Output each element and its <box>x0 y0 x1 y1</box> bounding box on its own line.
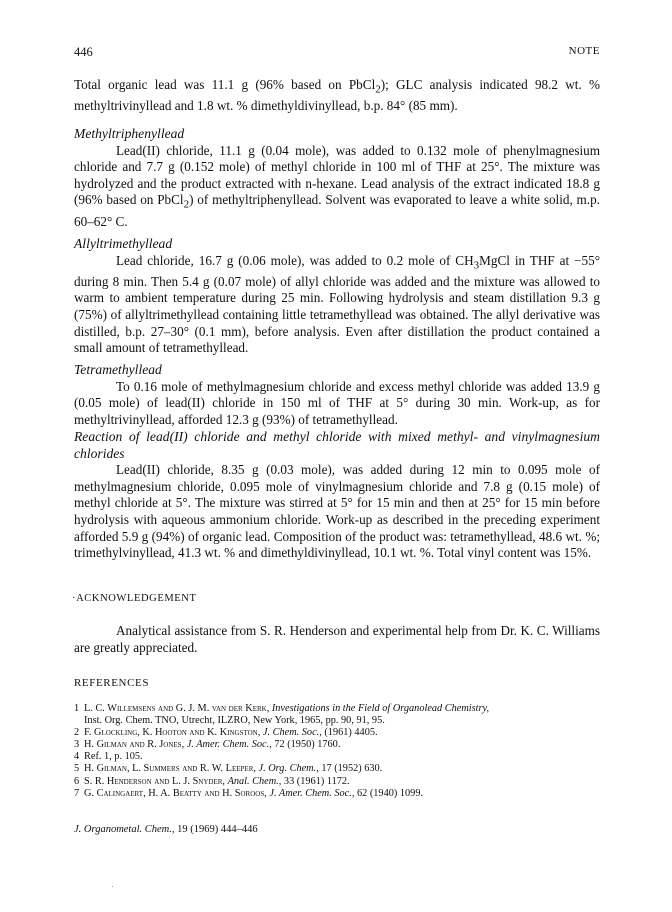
scan-speck <box>112 886 113 887</box>
section-label: NOTE <box>568 45 600 57</box>
page-header <box>74 45 600 61</box>
section-heading: Reaction of lead(II) chloride and methyl chloride with mixed methyl- and vinylmagnesium chlorides <box>74 429 600 461</box>
section-heading: Allyltrimethyllead <box>74 236 173 251</box>
reference-item: 5 H. Gilman, L. Summers and R. W. Leeper, J. Org. Chem., 17 (1952) 630. <box>74 763 383 775</box>
section-body: Lead(II) chloride, 8.35 g (0.03 mole), was added during 12 min to 0.095 mole of methylmagnesium chloride, 0.095 mole of vinylmagnesium chloride and 7.8 g (0.15 mole) of methyl chloride at 5°. The mixture was stirred at 5° for 15 min and then at 25° for 15 min before hydrolysis with aqueous ammonium chloride. Work-up as described in the preceding experiment afforded 5.9 g (94%) of organic lead. Composition of the product was: tetramethyllead, 48.6 wt. %; trimethylvinyllead, 41.3 wt. % and dimethyldivinyllead, 10.1 wt. %. Total vinyl content was 15%. <box>74 462 600 561</box>
footer-journal: J. Organometal. Chem., <box>74 824 175 835</box>
intro-text: Total organic lead was 11.1 g (96% based on PbCl$_2$); GLC analysis indicated 98.2 wt. % methyltrivinyllead and 1.8 wt. % dimethyldivinyllead, b.p. 84° (85 mm). <box>74 77 601 114</box>
reference-item: 2 F. Glockling, K. Hooton and K. Kingston, J. Chem. Soc., (1961) 4405. <box>74 727 378 739</box>
section-tetramethyllead <box>74 362 600 428</box>
reference-item: 3 H. Gilman and R. Jones, J. Amer. Chem. Soc., 72 (1950) 1760. <box>74 739 341 751</box>
footer-citation: 19 (1969) 444–446 <box>177 824 258 835</box>
section-mixed-grignard <box>74 429 600 562</box>
page-number: 446 <box>74 45 93 59</box>
section-methyltriphenyllead <box>74 126 600 230</box>
section-allyltrimethyllead <box>74 236 600 357</box>
reference-item: 4 Ref. 1, p. 105. <box>74 751 143 763</box>
section-body: Lead chloride, 16.7 g (0.06 mole), was added to 0.2 mole of $CH_3MgCl$ in THF at −55° during 8 min. Then 5.4 g (0.07 mole) of allyl chloride was added and the mixture was allowed to warm to ambient temperature during 25 min. Following hydrolysis and steam distillation 9.3 g (75%) of allyltrimethyllead containing little tetramethyllead was obtained. The allyl derivative was distilled, b.p. 27–30° (0.1 mm), before analysis. Even after distillation the product contained a small amount of tetramethyllead. <box>74 252 600 356</box>
reference-item: 1 L. C. Willemsens and G. J. M. van der Kerk, Investigations in the Field of Organolead Chemistry, Inst. Org. Chem. TNO, Utrecht, ILZRO, New York, 1965, pp. 90, 91, 95. <box>74 703 490 727</box>
section-heading: Methyltriphenyllead <box>74 126 185 141</box>
section-body: To 0.16 mole of methylmagnesium chloride and excess methyl chloride was added 13.9 g (0.05 mole) of lead(II) chloride in 150 ml of THF at 5° during 30 min. Work-up, as for methyltrivinyllead, afforded 12.3 g (93%) of tetramethyllead. <box>74 378 600 427</box>
reference-item: 6 S. R. Henderson and L. J. Snyder, Anal. Chem., 33 (1961) 1172. <box>74 775 350 787</box>
section-body: Lead(II) chloride, 11.1 g (0.04 mole), was added to 0.132 mole of phenylmagnesium chloride and 7.7 g (0.152 mole) of methyl chloride in 100 ml of THF at 25°. The mixture was hydrolyzed and the product extracted with n-hexane. Lead analysis of the extract indicated 18.8 g (96% based on PbCl$_2$) of methyltriphenyllead. Solvent was evaporated to leave a white solid, m.p. 60–62° C. <box>74 142 600 229</box>
references-heading: REFERENCES <box>74 677 150 689</box>
journal-footer <box>74 824 258 835</box>
acknowledgement-section <box>74 623 600 656</box>
section-heading: Tetramethyllead <box>74 362 162 377</box>
intro-paragraph <box>74 77 600 115</box>
acknowledgement-text: Analytical assistance from S. R. Henderson and experimental help from Dr. K. C. Williams are greatly appreciated. <box>74 623 600 655</box>
references-list <box>74 703 600 800</box>
acknowledgement-heading: ·ACKNOWLEDGEMENT <box>72 593 197 604</box>
reference-item: 7 G. Calingaert, H. A. Beatty and H. Soroos, J. Amer. Chem. Soc., 62 (1940) 1099. <box>74 787 424 799</box>
